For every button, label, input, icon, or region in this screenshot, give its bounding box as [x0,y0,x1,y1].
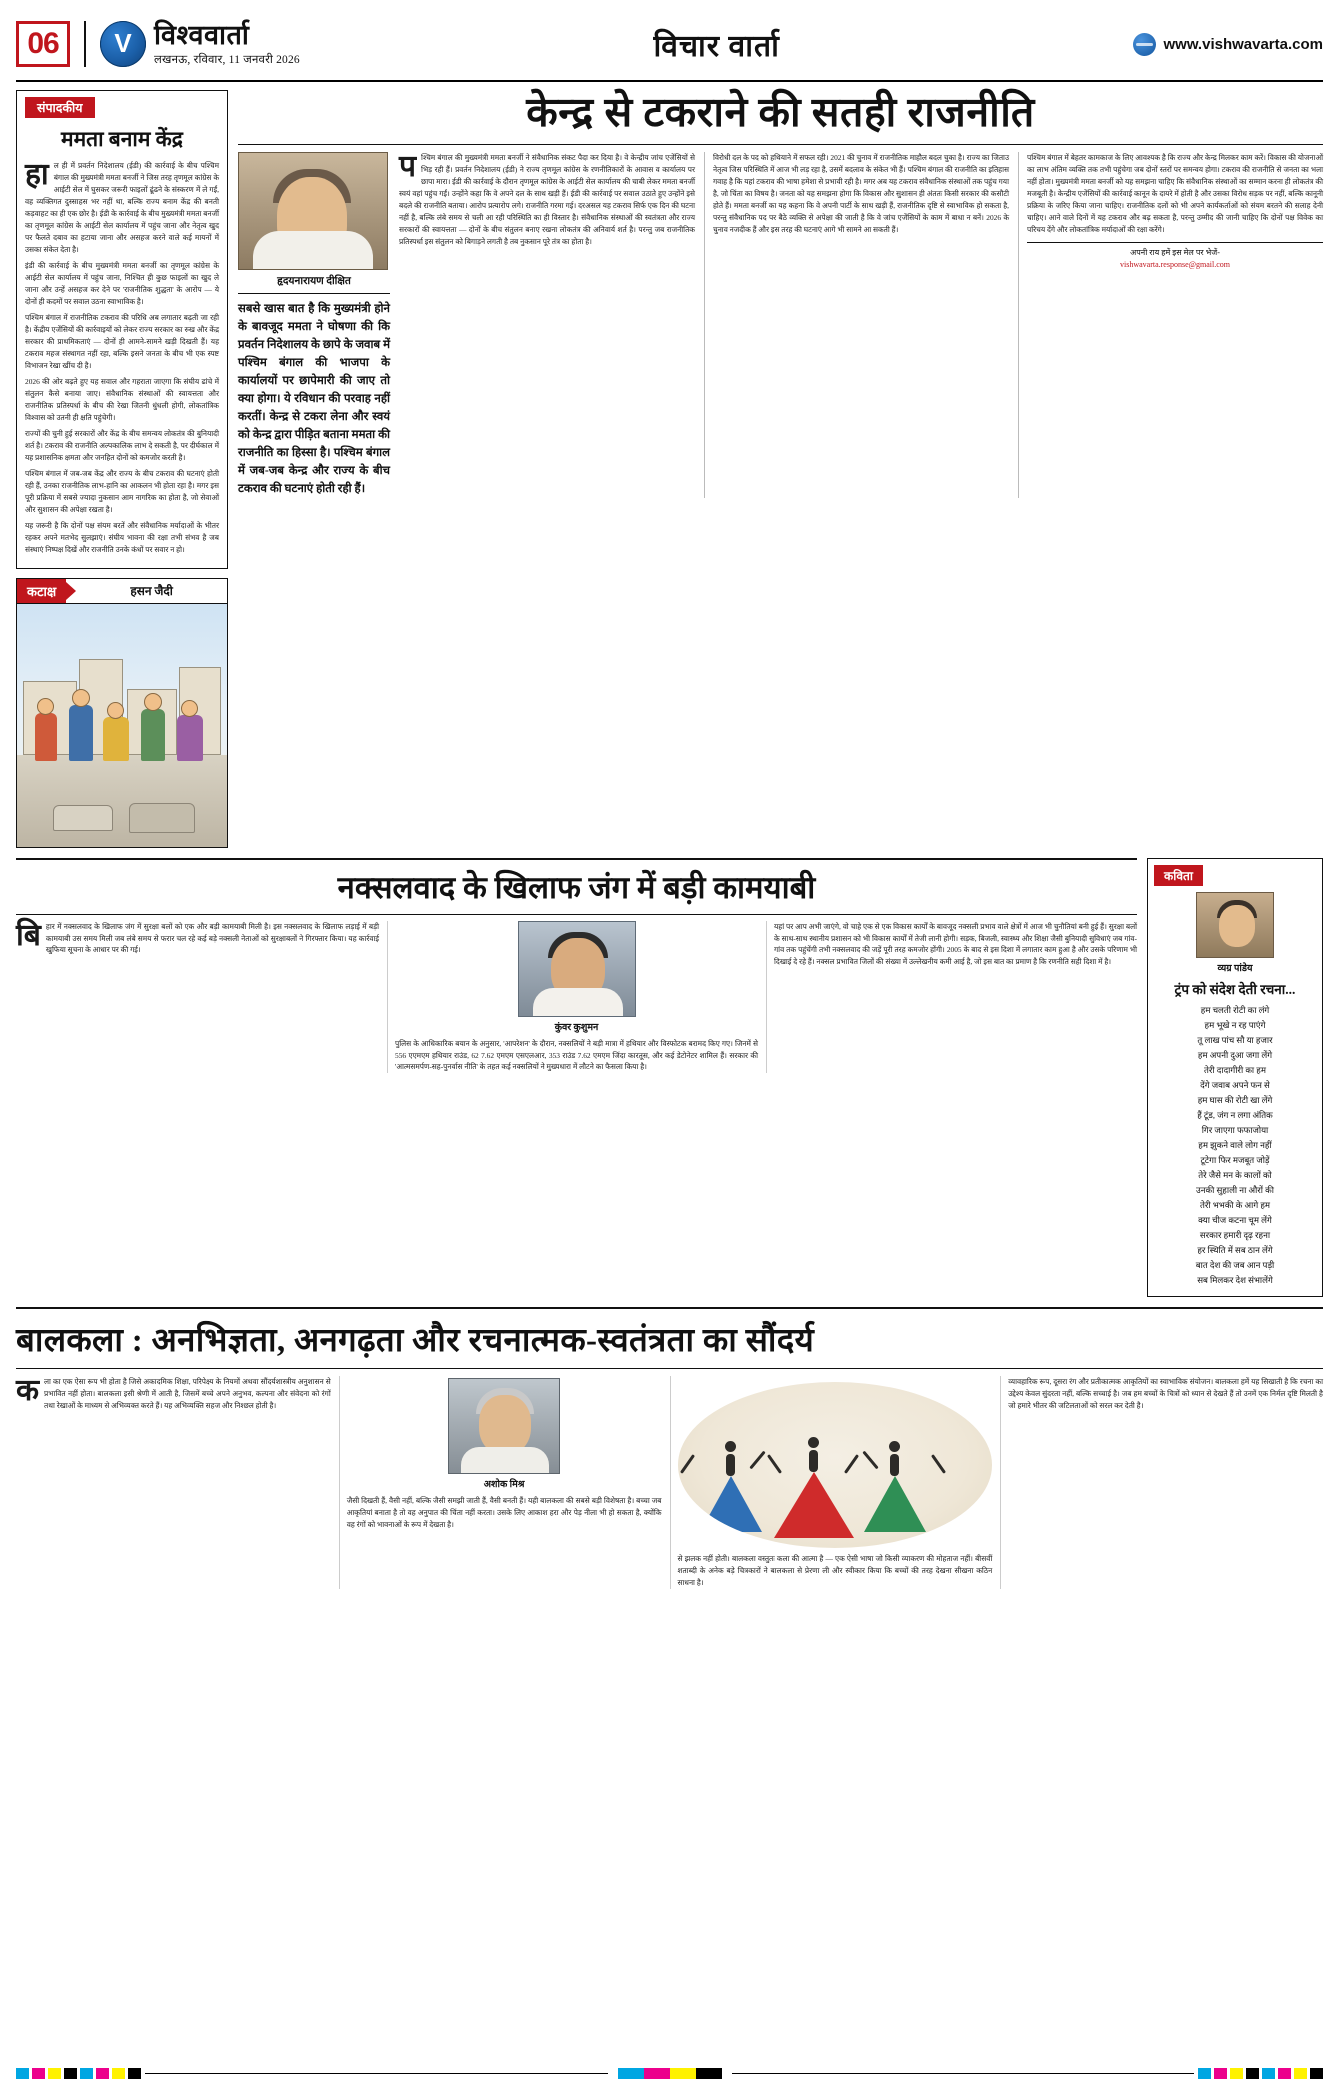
poem-line: तेरी भभकी के आगे हम [1199,1199,1271,1210]
main-column-text: विरोधी दल के पद को हथियाने में सफल रही। 2021 की चुनाव में राजनीतिक माहौल बदल चुका है। राज्य का जिताउ नेतृत्व जिस परिस्थिति में आज भी लड़ रहा है, उसमें बदलाव के संकेत भी हैं। पश्चिम बंगाल की राजनीति का इतिहास गवाह है कि यहां टकराव की भाषा हमेशा से प्रभावी रही है। मगर अब यह टकराव संवैधानिक संस्थाओं तक पहुंच गया है, जो चिंता का विषय है। जनता को यह समझना होगा कि विकास और सुशासन ही अंततः किसी सरकार की कसौटी होते हैं। ममता बनर्जी का यह कहना कि वे अपनी पार्टी के साथ खड़ी हैं, राजनीतिक दृष्टि से स्वाभाविक हो सकता है, परन्तु संवैधानिक पद पर बैठे व्यक्ति से अपेक्षा की जाती है कि वे जांच एजेंसियों के काम में बाधा न बनें। 2026 के चुनाव नजदीक हैं और इस तरह की घटनाएं आगे भी सामने आ सकती हैं। [713,152,1009,234]
poet-photo [1196,892,1274,958]
masthead-divider [84,21,86,67]
cartoonist-name: हसन जैदी [130,584,173,599]
globe-icon [1133,33,1156,56]
dancers-illustration [678,1382,993,1548]
editorial-body [25,160,219,556]
main-column [1018,152,1323,498]
editorial-para: इंडी की कार्रवाई के बीच मुख्यमंत्री ममता बनर्जी का तृणमूल कांग्रेस के आईटी सेल कार्यालय में पहुंच जाना, निश्चित ही कुछ फाइलों का खुद ले जाना और उन्हें असहज कर देने पर 'राजनीतिक शुद्धता' के आरोप — ये दोनों ही कदमों पर सवाल उठना स्वाभाविक है। [25,260,219,306]
left-column [16,90,228,848]
editorial-title: ममता बनाम केंद्र [61,127,183,151]
logo-letter: V [114,27,132,58]
publication-logo [100,21,300,67]
poem-line: टूटेगा फिर मजबूत जोड़ें [1200,1154,1270,1165]
poem-line: बात देश की जब आन पड़ी [1195,1260,1275,1271]
naxal-column [16,918,379,1074]
poem-line: हम भूखे न रह पाएंगे [1204,1019,1266,1030]
reg-marks-left [16,2068,141,2079]
feature-headline: बालकला : अनभिज्ञता, अनगढ़ता और रचनात्मक-स्वतंत्रता का सौंदर्य [16,1316,1323,1369]
cartoon-tag: कटाक्ष [17,579,66,603]
poem-line: तेरी दादागीरी का हम [1204,1064,1266,1075]
cartoon-header [17,579,227,604]
feedback-email: vishwavarta.response@gmail.com [1119,259,1230,269]
editorial-para: हाल ही में प्रवर्तन निदेशालय (ईडी) की कार्रवाई के बीच पश्चिम बंगाल की मुख्यमंत्री ममता बनर्जी ने जिस तरह तृणमूल कांग्रेस के आईटी सेल में घुसकर जरूरी फाइलों ढूंढने के संस्करण में ले गईं, वह व्यक्तिगत दुस्साहस भर नहीं था, बल्कि राज्य बनाम केंद्र की बनती कड़वाहट का ही एक छोर है। ईडी के कार्रवाई के बीच मुख्यमंत्री ममता बनर्जी का तृणमूल कांग्रेस के आईटी सेल कार्यालय में पहुंच जाना और नेतृत्व खुद पर फैलते दबाव का हटाया जाना और असहज करने वाले कई मायनों में उसका संकेत देता है। [25,158,219,254]
poem-line: देंगे जवाब अपने फन से [1200,1079,1270,1090]
naxal-author-name: कुंवर कुशुमन [554,1022,599,1033]
pull-quote: सबसे खास बात है कि मुख्यमंत्री होने के बावजूद ममता ने घोषणा की कि प्रवर्तन निदेशालय के छापे के जवाब में पश्चिम बंगाल की भाजपा के कार्यालयों पर छापेमारी की जाए तो क्या होगा। ये रविधान की परवाह नहीं करतीं। केन्द्र से टकरा लेना और स्वयं को केन्द्र द्वारा पीड़ित बताना ममता की राजनीति का हिस्सा है। पश्चिम बंगाल में जब-जब केन्द्र और राज्य के बीच टकराव की घटनाएं होती रही हैं। [238,301,390,495]
feature-column [1000,1376,1323,1589]
poem-line: हम चलती रोटी का लंगे [1200,1004,1270,1015]
poem-line: हैं टूंड, जंग न लगा अंतिक [1197,1109,1273,1120]
cartoon-tag-arrow-icon [66,582,76,600]
feedback-label: अपनी राय हमें इस मेल पर भेजें- [1130,247,1220,257]
poem-line: तेरे जैसे मन के कालों को [1198,1169,1272,1180]
website-url: www.vishwavarta.com [1163,35,1323,53]
feature-column-text: कला का एक ऐसा रूप भी होता है जिसे अकादमिक शिक्षा, परिपेक्ष्य के नियमों अथवा सौंदर्यशास्त्रीय अनुशासन से प्रभावित नहीं होता। बालकला इसी श्रेणी में आती है, जिसमें बच्चे अपने अनुभव, कल्पना और संवेदना को रंगों तथा रेखाओं के माध्यम से अभिव्यक्त करते हैं। यह अभिव्यक्ति सहज और निश्छल होती है। [16,1374,331,1411]
website-link[interactable] [1133,33,1323,56]
naxal-article [16,858,1137,1298]
cartoon-illustration [17,604,227,847]
naxal-author-photo [518,921,636,1017]
globe-logo-icon [100,21,146,67]
author-block [238,152,390,498]
poem-tag: कविता [1154,865,1203,886]
editorial-para: राज्यों की चुनी हुई सरकारों और केंद्र के बीच समन्वय लोकतंत्र की बुनियादी शर्त है। टकराव की राजनीति अल्पकालिक लाभ दे सकती है, पर दीर्घकाल में यह प्रशासनिक क्षमता और जनहित दोनों को कमजोर करती है। [25,428,219,462]
poem-line: तू लाख पांच सौ या हजार [1197,1034,1273,1045]
editorial-para: पश्चिम बंगाल में जब-जब केंद्र और राज्य के बीच टकराव की घटनाएं होती रही हैं, उनका राजनीतिक लाभ-हानि का आकलन भी होता रहा है। मगर इस पूरी प्रक्रिया में सबसे ज्यादा नुकसान आम नागरिक का होता है, जो सेवाओं और सुशासन की अपेक्षा रखता है। [25,468,219,514]
feature-column-text: जैसी दिखती हैं, वैसी नहीं, बल्कि जैसी समझी जाती हैं, वैसी बनती हैं। यही बालकला की सबसे बड़ी विशेषता है। बच्चा जब आकृतियां बनाता है तो वह अनुपात की चिंता नहीं करता। उसके लिए आकाश हरा और पेड़ नीला भी हो सकता है, क्योंकि वह रंगों को भावनाओं के रूप में देखता है। [346,1496,662,1530]
main-column [399,149,695,498]
place-date: लखनऊ, रविवार, 11 जनवरी 2026 [154,53,300,66]
author-name: हृदयनारायण दीक्षित [238,274,390,294]
feature-author-name: अशोक मिश्र [483,1480,525,1491]
feedback-mail[interactable] [1027,242,1323,271]
feature-article [16,1307,1323,1589]
poem-line: हम घास की रोटी खा लेंगे [1197,1094,1273,1105]
naxal-body [16,918,1137,1074]
main-headline: केन्द्र से टकराने की सतही राजनीति [238,90,1323,145]
poem-line: क्या चीज कटना चूम लेंगे [1198,1214,1272,1225]
editorial-para: पश्चिम बंगाल में राजनीतिक टकराव की परिधि अब लगातार बढ़ती जा रही है। केंद्रीय एजेंसियों की कार्रवाइयों को लेकर राज्य सरकार का रुख और केंद्र सरकार की प्राथमिकताएं — दोनों ही आमने-सामने खड़ी दिखती हैं। यह टकराव महज संस्थागत नहीं रहा, बल्कि इसने जनता के बीच भी एक स्पष्ट विभाजन रेखा खींच दी है। [25,312,219,370]
feature-author-column [339,1376,662,1589]
masthead [16,14,1323,82]
naxal-column-text: यहां पर आप अभी जाएंगे, वो चाहे एक से एक विकास कार्यों के बावजूद नक्सली प्रभाव वाले क्षेत्रों में आज भी चुनौतियां बनी हुई हैं। सुरक्षा बलों के साथ-साथ स्थानीय प्रशासन को भी विकास कार्यों में तेजी लानी होगी। सड़क, बिजली, स्वास्थ्य और शिक्षा जैसी बुनियादी सुविधाएं जब गांव-गांव तक पहुंचेंगी तभी नक्सलवाद की जड़ें पूरी तरह कमजोर होंगी। 2005 के बाद से इस दिशा में लगातार काम हुआ है और उसके परिणाम भी दिखाई दे रहे हैं। नक्सल प्रभावित जिलों की संख्या में उल्लेखनीय कमी आई है, जो इस बात का प्रमाण है कि रणनीति सही दिशा में है। [774,921,1137,967]
poem-box [1147,858,1323,1298]
poem-line: हर स्थिति में सब ठान लेंगे [1197,1245,1273,1256]
main-column [704,152,1009,498]
publication-name: विश्ववार्ता [154,20,250,51]
editorial-para: यह जरूरी है कि दोनों पक्ष संयम बरतें और संवैधानिक मर्यादाओं के भीतर रहकर अपने मतभेद सुलझाएं। संघीय भावना की रक्षा तभी संभव है जब संस्थाएं निष्पक्ष दिखें और राजनीति उनके कंधों पर सवार न हो। [25,520,219,554]
cartoon-box [16,578,228,848]
section-title: विचार वार्ता [653,29,780,63]
poem-line: हम झुकने वाले लोग नहीं [1198,1139,1272,1150]
main-article [238,90,1323,848]
poem-line: उनकी सुहाली ना औरों की [1196,1184,1274,1195]
print-registration-bar [16,2068,1323,2079]
author-photo [238,152,388,270]
naxal-column-text: बिहार में नक्सलवाद के खिलाफ जंग में सुरक्षा बलों को एक और बड़ी कामयाबी मिली है। इस नक्सलवाद के खिलाफ लड़ाई में बड़ी कामयाबी उस समय मिली जब लंबे समय से फरार चल रहे कई बड़े नक्सली नेताओं को सुरक्षाबलों ने गिरफ्तार किया। यह कार्रवाई खुफिया सूचना के आधार पर की गई। [16,918,379,955]
feature-author-photo [448,1378,560,1474]
poet-name: व्यग्र पांडेय [1217,963,1253,974]
poem-line: हम अपनी दुआ जगा लेंगे [1197,1049,1273,1060]
poem-line: सरकार हमारी दृढ़ रहना [1199,1229,1271,1240]
editorial-tag: संपादकीय [25,97,95,118]
feature-art-column [670,1376,993,1589]
main-column-text: पश्चिम बंगाल की मुख्यमंत्री ममता बनर्जी ने संवैधानिक संकट पैदा कर दिया है। वे केन्द्रीय जांच एजेंसियों से भिड़ रही हैं। प्रवर्तन निदेशालय (ईडी) ने राज्य तृणमूल कांग्रेस के रणनीतिकारों के आवास व कार्यालय पर छापा मारा। ईडी की कार्रवाई के दौरान तृणमूल कांग्रेस के आईटी सेल कार्यालय की चाबी लेकर ममता बनर्जी स्वयं वहां पहुंच गईं। उन्होंने कहा कि वे अपने दल के साथ खड़ी हैं। ईडी की कार्रवाई पर सवाल उठाते हुए उन्होंने इसे बदले की राजनीति बताया। आरोप प्रत्यारोप लगे। राजनीति गरमा गई। दरअसल यह टकराव सिर्फ एक दिन की घटना नहीं है, बल्कि लंबे समय से चली आ रही परिस्थिति का ही विस्तार है। संवैधानिक संस्थाओं की स्वतंत्रता और राज्य सरकारों की स्वायत्तता — दोनों के बीच संतुलन बनाए रखना लोकतंत्र की अनिवार्य शर्त है। परन्तु जब राजनीतिक प्रतिस्पर्धा इस संतुलन को बिगाड़ने लगती है तब नुकसान पूरे तंत्र का होता है। [399,149,695,246]
naxal-column-text: पुलिस के आधिकारिक बयान के अनुसार, 'आपरेशन' के दौरान, नक्सलियों ने बड़ी मात्रा में हथियार और विस्फोटक बरामद किए गए। जिनमें से 556 एएमएम हथियार राउंड, 62 7.62 एमएम एसएलआर, 353 राउंड 7.62 एमएम जिंदा कारतूस, और कई डेटोनेटर शामिल हैं। सरकार की 'आत्मसमर्पण-सह-पुनर्वास नीति' के तहत कई नक्सलियों ने मुख्यधारा में लौटने का फैसला किया है। [395,1038,758,1072]
feature-column-text: से झलक नहीं होती। बालकला वस्तुतः कला की आत्मा है — एक ऐसी भाषा जो किसी व्याकरण की मोहताज नहीं। बीसवीं शताब्दी के अनेक बड़े चित्रकारों ने बालकला से प्रेरणा ली और स्वीकार किया कि बच्चों की तरह देखना सीखना कठिन साधना है। [677,1554,993,1588]
feature-column-text: व्यावहारिक रूप, दूसरा रंग और प्रतीकात्मक आकृतियों का स्वाभाविक संयोजन। बालकला हमें यह सिखाती है कि रचना का उद्देश्य केवल सुंदरता नहीं, बल्कि सच्चाई है। जब हम बच्चों के चित्रों को ध्यान से देखते हैं तो उनमें एक निर्मल दृष्टि मिलती है जो हमारे भीतर की जटिलताओं को सरल कर देती है। [1008,1377,1323,1411]
poem-line: सब मिलकर देश संभालेंगे [1197,1275,1273,1286]
reg-marks-right [1198,2068,1323,2079]
poem-body [1148,1003,1322,1297]
cmyk-bar [618,2068,722,2079]
main-lead-row [238,149,1323,498]
poem-line: गिर जाएगा फफाजोया [1201,1124,1269,1135]
naxal-headline: नक्सलवाद के खिलाफ जंग में बड़ी कामयाबी [16,866,1137,915]
page-number: 06 [16,21,70,67]
main-body [399,149,1323,498]
editorial-box [16,90,228,569]
naxal-column [766,921,1137,1074]
feature-column [16,1376,331,1589]
poem-title: ट्रंप को संदेश देती रचना... [1174,981,1296,997]
middle-section [16,858,1323,1298]
top-section [16,90,1323,848]
main-column-text: पश्चिम बंगाल में बेहतर कामकाज के लिए आवश्यक है कि राज्य और केन्द्र मिलकर काम करें। विकास की योजनाओं का लाभ अंतिम व्यक्ति तक तभी पहुंचेगा जब दोनों स्तरों पर समन्वय होगा। टकराव की राजनीति से जनता का भला नहीं होता। मुख्यमंत्री ममता बनर्जी को यह समझना चाहिए कि संवैधानिक संस्थाओं का सम्मान करना ही लोकतंत्र की मजबूती है। केन्द्रीय एजेंसियों की कार्रवाई कानून के दायरे में होती है और उसका विरोध सड़क पर नहीं, बल्कि कानूनी प्रक्रिया के जरिए किया जाना चाहिए। राजनीतिक दलों को भी अपने कार्यकर्ताओं को संयम बरतने की सलाह देनी चाहिए। आने वाले दिनों में यह टकराव और बढ़ सकता है, परन्तु उम्मीद की जानी चाहिए कि दोनों पक्ष विवेक का परिचय देंगे और लोकतांत्रिक मर्यादाओं की रक्षा करेंगे। [1027,152,1323,234]
naxal-photo-column [387,921,758,1074]
feature-body [16,1376,1323,1589]
editorial-para: 2026 की ओर बढ़ते हुए यह सवाल और गहराता जाएगा कि संघीय ढांचे में संतुलन कैसे बनाया जाए। संवैधानिक संस्थाओं की स्वायत्तता और राजनीतिक प्रतिस्पर्धा के बीच की रेखा जितनी धुंधली होगी, लोकतांत्रिक विश्वास को उतनी ही क्षति पहुंचेगी। [25,376,219,422]
